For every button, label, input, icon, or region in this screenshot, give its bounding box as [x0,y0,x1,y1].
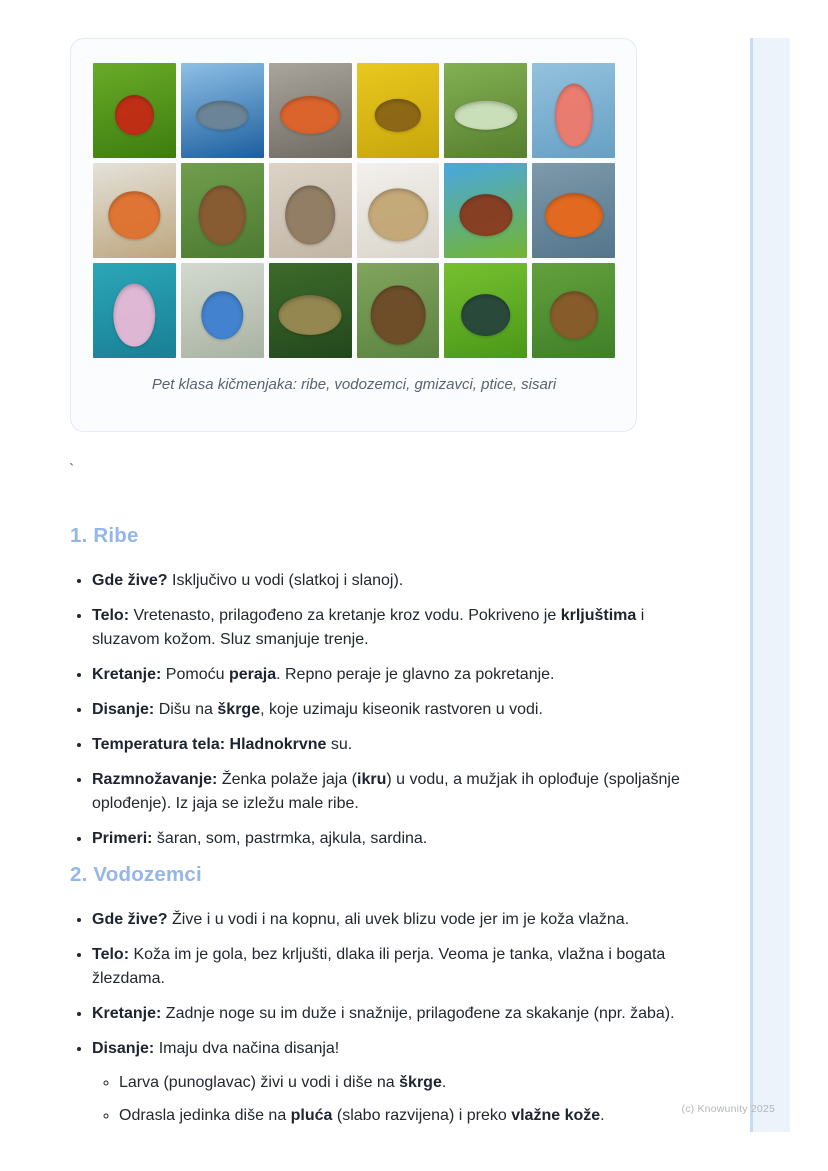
text: Koža im je gola, bez krljušti, dlaka ili perja. Veoma je tanka, vlažna i bogata žlezdama. [92,946,666,987]
fly-photo-subject [461,294,511,336]
caterpillars-photo [444,63,527,158]
list-item [92,1001,692,1026]
bold-text: peraja [228,666,277,683]
bold-text: Kretanje: [92,1005,162,1022]
bee-photo [357,63,440,158]
text: su. [326,736,353,753]
section-list [70,568,692,851]
section-heading: 2. Vodozemci [70,863,202,886]
text: Žive i u vodi i na kopnu, ali uvek blizu vode jer im je koža vlažna. [167,911,630,928]
list-item [92,907,692,932]
bold-text: ikru [357,771,387,788]
sub-list-item [119,1070,692,1095]
bold-text: Gde žive? [92,911,168,928]
section-list [70,907,692,1128]
watermark: (c) Knowunity 2025 [681,1103,775,1115]
bold-text: Razmnožavanje: [92,771,218,788]
bold-text: škrge [217,701,261,718]
cat-photo [269,163,352,258]
list-item [92,942,692,991]
list-item [92,1036,692,1128]
bear-photo [357,263,440,358]
snake-photo-subject [279,295,342,335]
hen-photo [181,163,264,258]
figure-card [70,38,637,432]
clam-photo [357,163,440,258]
bold-text: Temperatura tela: Hladnokrvne [92,736,327,753]
list-item [92,568,692,593]
bold-text: Primeri: [92,830,153,847]
text: Ženka polaže jaja ( [217,771,358,788]
clownfish-photo-subject [545,193,603,237]
dolphin-photo [181,63,264,158]
list-item [92,603,692,652]
bear-photo-subject [371,286,426,345]
text: Vretenasto, prilagođeno za kretanje kroz vodu. Pokriveno je [129,607,561,624]
list-item [92,732,692,757]
text: Isključivo u vodi (slatkoj i slanoj). [167,572,404,589]
list-item [92,697,692,722]
crab-photo [269,63,352,158]
text: Dišu na [154,701,218,718]
clam-photo-subject [368,189,428,242]
text: Pomoću [161,666,229,683]
bold-text: Telo: [92,607,130,624]
list-item [92,826,692,851]
stray-backtick-mark: ` [69,462,75,479]
animal-photo-grid [93,63,615,358]
snail-photo [532,263,615,358]
cat-photo-subject [285,186,335,245]
text: . [441,1074,447,1091]
text: ) u vodu, a mužjak ih oplođuje (spoljašnje oplođenje). Iz jaja se izležu male ribe. [92,771,680,812]
fly-photo [444,263,527,358]
jellyfish-photo-subject [114,284,155,347]
ant-photo [444,163,527,258]
bold-text: Telo: [92,946,130,963]
bold-text: Gde žive? [92,572,168,589]
bee-photo-subject [375,99,421,131]
ladybug-photo [93,63,176,158]
bold-text: Disanje: [92,701,155,718]
sub-list-item [119,1103,692,1128]
jellyfish-photo [93,263,176,358]
ladybug-photo-subject [115,95,153,135]
flamingo-photo-subject [555,84,593,147]
bold-text: krljuštima [560,607,637,624]
dolphin-photo-subject [197,101,248,130]
text: , koje uzimaju kiseonik rastvoren u vodi. [260,701,543,718]
text: i sluzavom kožom. Sluz smanjuje trenje. [92,607,645,648]
bold-text: škrge [399,1074,442,1091]
bluebird-photo [181,263,264,358]
crab-photo-subject [280,96,340,134]
snake-photo [269,263,352,358]
list-item [92,662,692,687]
clownfish-photo [532,163,615,258]
ant-photo-subject [459,194,512,236]
section-heading: 1. Ribe [70,524,139,547]
text: (slabo razvijena) i preko [332,1107,512,1124]
text: šaran, som, pastrmka, ajkula, sardina. [152,830,428,847]
figure-caption: Pet klasa kičmenjaka: ribe, vodozemci, gmizavci, ptice, sisari [151,376,557,393]
bold-text: pluća [290,1107,333,1124]
bold-text: vlažne kože [511,1107,601,1124]
bold-text: Disanje: [92,1040,155,1057]
hen-photo-subject [199,186,245,245]
flamingo-photo [532,63,615,158]
text: Zadnje noge su im duže i snažnije, prilagođene za skakanje (npr. žaba). [161,1005,675,1022]
sub-list [92,1070,692,1128]
starfish-photo-subject [109,192,160,240]
article-content [70,524,692,1138]
text: . Repno peraje je glavno za pokretanje. [276,666,555,683]
text: Odrasla jedinka diše na [119,1107,291,1124]
bold-text: Kretanje: [92,666,162,683]
starfish-photo [93,163,176,258]
caterpillars-photo-subject [454,101,517,130]
text: . [600,1107,605,1124]
bluebird-photo-subject [202,292,243,340]
snail-photo-subject [550,292,598,340]
text: Imaju dva načina disanja! [154,1040,340,1057]
text: Larva (punoglavac) živi u vodi i diše na [119,1074,400,1091]
page-edge-strip[interactable] [750,38,790,1132]
list-item [92,767,692,816]
